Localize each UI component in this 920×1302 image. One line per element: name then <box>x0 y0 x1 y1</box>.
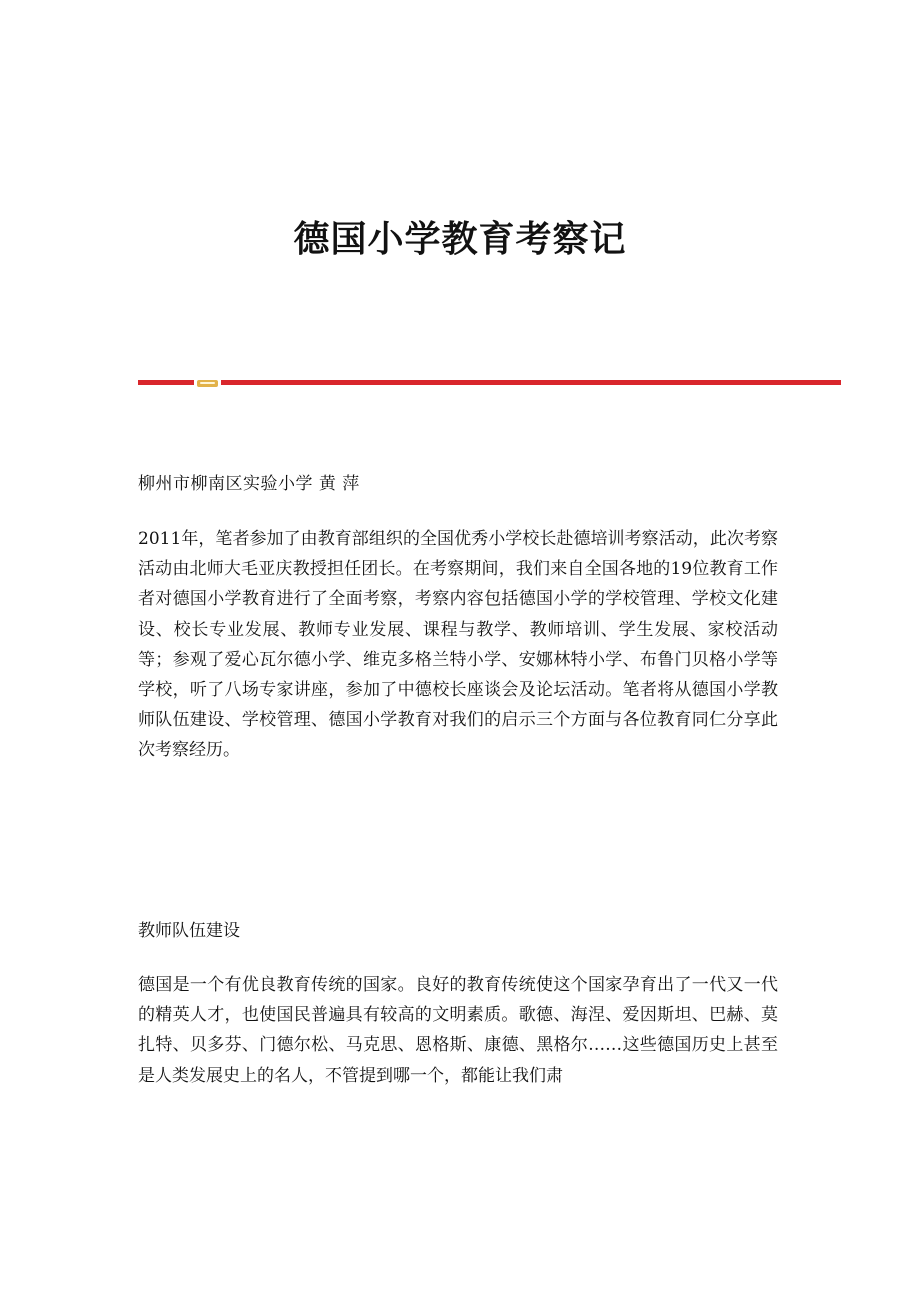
section-heading-teachers: 教师队伍建设 <box>138 921 240 941</box>
page-title: 德国小学教育考察记 <box>293 218 627 260</box>
divider-ornament-icon <box>197 380 218 387</box>
title-divider-right <box>221 380 841 385</box>
title-divider-left <box>138 380 194 385</box>
paragraph-intro: 2011年，笔者参加了由教育部组织的全国优秀小学校长赴德培训考察活动，此次考察活动由北师大毛亚庆教授担任团长。在考察期间，我们来自全国各地的19位教育工作者对德国小学教育进行了全面考察，考察内容包括德国小学的学校管理、学校文化建设、校长专业发展、教师专业发展、课程与教学、教师培训、学生发展、家校活动等；参观了爱心瓦尔德小学、维克多格兰特小学、安娜林特小学、布鲁门贝格小学等学校，听了八场专家讲座，参加了中德校长座谈会及论坛活动。笔者将从德国小学教师队伍建设、学校管理、德国小学教育对我们的启示三个方面与各位教育同仁分享此次考察经历。 <box>138 529 778 761</box>
author-line: 柳州市柳南区实验小学 黄 萍 <box>138 474 360 494</box>
paragraph-germany-tradition: 德国是一个有优良教育传统的国家。良好的教育传统使这个国家孕育出了一代又一代的精英人才，也使国民普遍具有较高的文明素质。歌德、海涅、爱因斯坦、巴赫、莫扎特、贝多芬、门德尔松、马克思、恩格斯、康德、黑格尔……这些德国历史上甚至是人类发展史上的名人，不管提到哪一个，都能让我们肃 <box>138 975 778 1086</box>
